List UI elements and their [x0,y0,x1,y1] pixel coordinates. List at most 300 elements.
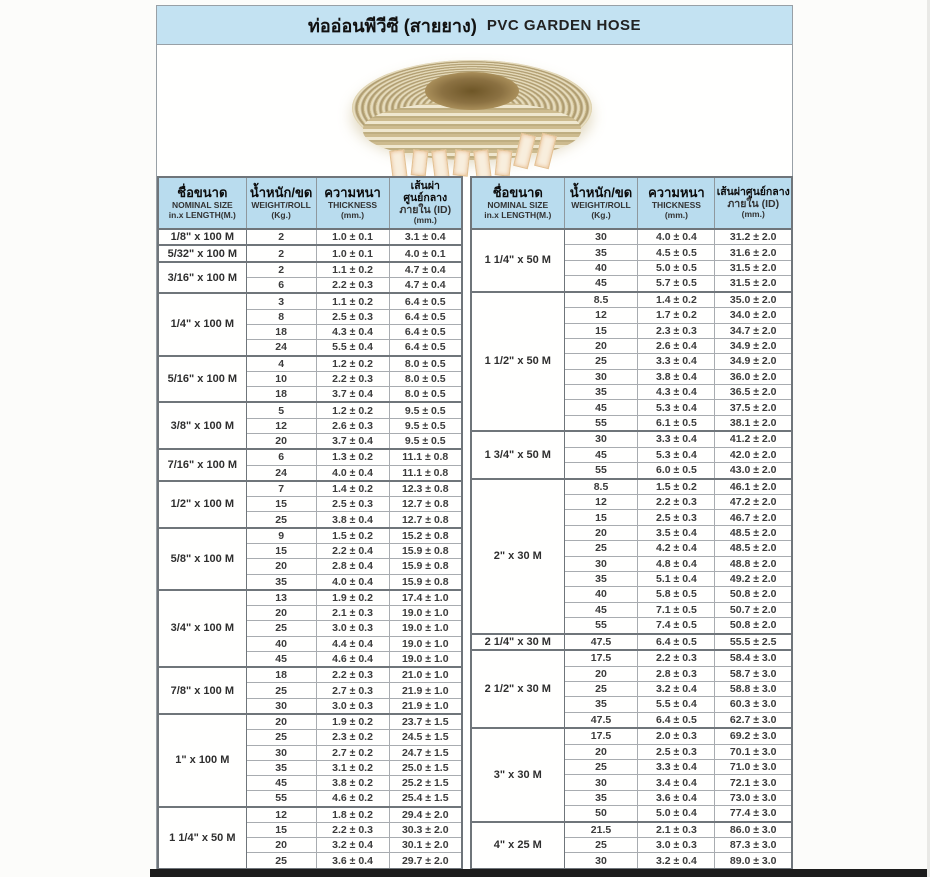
thickness-cell: 3.1 ± 0.2 [316,760,389,775]
id-cell: 60.3 ± 3.0 [715,697,792,712]
weight-cell: 9 [246,528,316,544]
id-cell: 29.4 ± 2.0 [389,807,462,823]
thickness-cell: 5.8 ± 0.5 [638,587,715,602]
thickness-cell: 3.7 ± 0.4 [316,387,389,403]
weight-cell: 12 [564,308,638,323]
id-cell: 25.2 ± 1.5 [389,776,462,791]
size-cell: 5/32" x 100 M [158,245,246,261]
weight-cell: 47.5 [564,712,638,728]
column-header-line: in.x LENGTH(M.) [484,209,552,220]
id-cell: 69.2 ± 3.0 [715,728,792,744]
thickness-cell: 1.4 ± 0.2 [316,481,389,497]
weight-cell: 30 [564,229,638,245]
weight-cell: 2 [246,245,316,261]
table-row [158,449,462,465]
column-header-line: WEIGHT/ROLL [251,200,311,211]
size-cell: 1" x 100 M [158,714,246,807]
size-cell: 1 1/4" x 50 M [158,807,246,869]
weight-cell: 4 [246,356,316,372]
id-cell: 17.4 ± 1.0 [389,590,462,606]
weight-cell: 10 [246,371,316,386]
thickness-cell: 2.2 ± 0.3 [638,650,715,666]
thickness-cell: 3.2 ± 0.4 [638,681,715,696]
weight-cell: 7 [246,481,316,497]
id-cell: 15.9 ± 0.8 [389,559,462,574]
thickness-cell: 2.2 ± 0.3 [316,822,389,837]
thickness-cell: 3.5 ± 0.4 [638,525,715,540]
id-cell: 62.7 ± 3.0 [715,712,792,728]
size-cell: 1/4" x 100 M [158,293,246,355]
thickness-cell: 1.5 ± 0.2 [316,528,389,544]
thickness-cell: 2.1 ± 0.3 [638,822,715,838]
thickness-cell: 3.4 ± 0.4 [638,775,715,790]
thickness-cell: 5.5 ± 0.4 [638,697,715,712]
column-header-line: ชื่อขนาด [492,184,543,200]
thickness-cell: 1.2 ± 0.2 [316,356,389,372]
weight-cell: 30 [564,853,638,869]
id-cell: 50.8 ± 2.0 [715,587,792,602]
id-cell: 21.0 ± 1.0 [389,667,462,683]
table-row [158,590,462,606]
thickness-cell: 4.0 ± 0.4 [316,465,389,481]
column-header-line: น้ำหนัก/ขด [249,184,313,200]
weight-cell: 30 [564,775,638,790]
weight-cell: 47.5 [564,634,638,651]
id-cell: 19.0 ± 1.0 [389,606,462,621]
thickness-cell: 3.8 ± 0.4 [316,512,389,528]
weight-cell: 20 [246,433,316,449]
spec-table-left [157,176,463,870]
thickness-cell: 4.8 ± 0.4 [638,556,715,571]
column-header [246,177,316,229]
thickness-cell: 6.0 ± 0.5 [638,463,715,479]
thickness-cell: 5.0 ± 0.5 [638,260,715,275]
table-row [158,481,462,497]
size-cell: 1/2" x 100 M [158,481,246,528]
weight-cell: 24 [246,340,316,356]
column-header-line: เส้นผ่าศูนย์กลาง [403,179,448,204]
column-header-line: (mm.) [741,209,765,220]
id-cell: 6.4 ± 0.5 [389,309,462,324]
id-cell: 4.0 ± 0.1 [389,245,462,261]
table-row [471,822,792,838]
header-row [158,177,462,229]
id-cell: 34.9 ± 2.0 [715,338,792,353]
size-cell: 5/16" x 100 M [158,356,246,403]
id-cell: 9.5 ± 0.5 [389,402,462,418]
weight-cell: 20 [564,525,638,540]
paper-tag [411,149,429,176]
size-cell: 3/4" x 100 M [158,590,246,667]
weight-cell: 17.5 [564,728,638,744]
weight-cell: 12 [564,495,638,510]
column-header-line: (Kg.) [591,209,611,220]
thickness-cell: 1.0 ± 0.1 [316,245,389,261]
id-cell: 46.7 ± 2.0 [715,510,792,525]
id-cell: 4.7 ± 0.4 [389,262,462,278]
thickness-cell: 2.2 ± 0.3 [316,278,389,294]
weight-cell: 25 [564,354,638,369]
id-cell: 73.0 ± 3.0 [715,790,792,805]
thickness-cell: 7.1 ± 0.5 [638,602,715,617]
id-cell: 25.4 ± 1.5 [389,791,462,807]
id-cell: 50.7 ± 2.0 [715,602,792,617]
size-cell: 2 1/4" x 30 M [471,634,564,651]
paper-tag [495,149,513,176]
id-cell: 30.3 ± 2.0 [389,822,462,837]
size-cell: 1 1/2" x 50 M [471,292,564,432]
thickness-cell: 2.2 ± 0.3 [316,371,389,386]
thickness-cell: 5.3 ± 0.4 [638,447,715,462]
id-cell: 19.0 ± 1.0 [389,636,462,651]
weight-cell: 20 [246,559,316,574]
id-cell: 35.0 ± 2.0 [715,292,792,308]
id-cell: 87.3 ± 3.0 [715,838,792,853]
thickness-cell: 5.5 ± 0.4 [316,340,389,356]
id-cell: 31.5 ± 2.0 [715,276,792,292]
id-cell: 24.7 ± 1.5 [389,745,462,760]
weight-cell: 5 [246,402,316,418]
column-header-line: WEIGHT/ROLL [571,200,631,211]
weight-cell: 17.5 [564,650,638,666]
id-cell: 6.4 ± 0.5 [389,340,462,356]
thickness-cell: 3.0 ± 0.3 [316,621,389,636]
table-row [158,262,462,278]
weight-cell: 35 [564,571,638,586]
id-cell: 50.8 ± 2.0 [715,618,792,634]
weight-cell: 12 [246,418,316,433]
size-cell: 7/8" x 100 M [158,667,246,714]
id-cell: 15.9 ± 0.8 [389,544,462,559]
table-row [158,245,462,261]
size-cell: 1/8" x 100 M [158,229,246,245]
column-header-line: ภายใน (ID) [399,203,452,216]
weight-cell: 25 [564,541,638,556]
id-cell: 86.0 ± 3.0 [715,822,792,838]
thickness-cell: 2.1 ± 0.3 [316,606,389,621]
weight-cell: 15 [564,510,638,525]
id-cell: 36.5 ± 2.0 [715,385,792,400]
table-row [471,431,792,447]
weight-cell: 55 [246,791,316,807]
hose-coil-hole [425,72,519,110]
size-cell: 5/8" x 100 M [158,528,246,590]
id-cell: 6.4 ± 0.5 [389,293,462,309]
thickness-cell: 2.2 ± 0.3 [316,667,389,683]
weight-cell: 45 [564,602,638,617]
column-header-line: THICKNESS [327,200,378,211]
column-header-line: ภายใน (ID) [727,197,780,210]
weight-cell: 25 [246,853,316,869]
weight-cell: 15 [246,822,316,837]
thickness-cell: 3.3 ± 0.4 [638,354,715,369]
weight-cell: 45 [564,276,638,292]
id-cell: 71.0 ± 3.0 [715,759,792,774]
column-header-line: ความหนา [324,184,381,200]
thickness-cell: 1.2 ± 0.2 [316,402,389,418]
size-cell: 3/8" x 100 M [158,402,246,449]
id-cell: 43.0 ± 2.0 [715,463,792,479]
column-header-line: (mm.) [664,209,688,220]
table-row [158,528,462,544]
weight-cell: 45 [564,400,638,415]
weight-cell: 20 [246,714,316,730]
thickness-cell: 5.0 ± 0.4 [638,806,715,822]
thickness-cell: 1.8 ± 0.2 [316,807,389,823]
id-cell: 41.2 ± 2.0 [715,431,792,447]
thickness-cell: 3.8 ± 0.2 [316,776,389,791]
table-row [158,229,462,245]
id-cell: 58.8 ± 3.0 [715,681,792,696]
weight-cell: 8 [246,309,316,324]
column-header-line: ความหนา [648,184,705,200]
column-header [471,177,564,229]
thickness-cell: 1.9 ± 0.2 [316,714,389,730]
column-header-line: (Kg.) [271,209,291,220]
weight-cell: 55 [564,463,638,479]
thickness-cell: 3.6 ± 0.4 [316,853,389,869]
weight-cell: 8.5 [564,292,638,308]
size-cell: 1 1/4" x 50 M [471,229,564,292]
thickness-cell: 6.4 ± 0.5 [638,634,715,651]
id-cell: 8.0 ± 0.5 [389,387,462,403]
hose-coil-photo [347,58,597,176]
id-cell: 37.5 ± 2.0 [715,400,792,415]
header-row [471,177,792,229]
weight-cell: 55 [564,415,638,431]
id-cell: 58.4 ± 3.0 [715,650,792,666]
thickness-cell: 3.3 ± 0.4 [638,431,715,447]
thickness-cell: 3.7 ± 0.4 [316,433,389,449]
id-cell: 9.5 ± 0.5 [389,418,462,433]
id-cell: 6.4 ± 0.5 [389,324,462,339]
thickness-cell: 2.3 ± 0.2 [316,730,389,745]
id-cell: 23.7 ± 1.5 [389,714,462,730]
table-row [158,356,462,372]
column-header-line: (mm.) [340,209,365,220]
page-title-en: PVC GARDEN HOSE [486,16,642,34]
thickness-cell: 4.2 ± 0.4 [638,541,715,556]
id-cell: 31.5 ± 2.0 [715,260,792,275]
column-header-line: in.x LENGTH(M.) [168,209,236,220]
id-cell: 31.6 ± 2.0 [715,245,792,260]
weight-cell: 2 [246,229,316,245]
thickness-cell: 1.0 ± 0.1 [316,229,389,245]
weight-cell: 6 [246,449,316,465]
size-cell: 7/16" x 100 M [158,449,246,481]
weight-cell: 6 [246,278,316,294]
id-cell: 58.7 ± 3.0 [715,666,792,681]
id-cell: 34.0 ± 2.0 [715,308,792,323]
weight-cell: 2 [246,262,316,278]
thickness-cell: 7.4 ± 0.5 [638,618,715,634]
thickness-cell: 2.2 ± 0.3 [638,495,715,510]
weight-cell: 15 [564,323,638,338]
column-header-line: น้ำหนัก/ขด [569,184,633,200]
thickness-cell: 4.6 ± 0.2 [316,791,389,807]
thickness-cell: 3.0 ± 0.3 [316,698,389,714]
thickness-cell: 3.0 ± 0.3 [638,838,715,853]
id-cell: 30.1 ± 2.0 [389,838,462,853]
table-row [471,229,792,245]
weight-cell: 13 [246,590,316,606]
weight-cell: 35 [564,697,638,712]
weight-cell: 3 [246,293,316,309]
id-cell: 19.0 ± 1.0 [389,651,462,667]
weight-cell: 8.5 [564,479,638,495]
thickness-cell: 4.3 ± 0.4 [316,324,389,339]
id-cell: 48.8 ± 2.0 [715,556,792,571]
id-cell: 12.7 ± 0.8 [389,512,462,528]
thickness-cell: 2.8 ± 0.4 [316,559,389,574]
page-title-bar [157,6,792,45]
thickness-cell: 1.3 ± 0.2 [316,449,389,465]
column-header [316,177,389,229]
id-cell: 42.0 ± 2.0 [715,447,792,462]
weight-cell: 15 [246,497,316,512]
weight-cell: 25 [564,838,638,853]
thickness-cell: 3.6 ± 0.4 [638,790,715,805]
thickness-cell: 2.7 ± 0.2 [316,745,389,760]
column-header-line: NOMINAL SIZE [171,200,233,211]
table-row [471,479,792,495]
thickness-cell: 5.1 ± 0.4 [638,571,715,586]
thickness-cell: 3.3 ± 0.4 [638,759,715,774]
id-cell: 34.7 ± 2.0 [715,323,792,338]
column-header-line: (mm.) [413,215,437,226]
size-cell: 2" x 30 M [471,479,564,634]
thickness-cell: 4.0 ± 0.4 [638,229,715,245]
weight-cell: 25 [564,681,638,696]
thickness-cell: 1.1 ± 0.2 [316,293,389,309]
weight-cell: 30 [564,556,638,571]
id-cell: 48.5 ± 2.0 [715,525,792,540]
weight-cell: 15 [246,544,316,559]
thickness-cell: 5.3 ± 0.4 [638,400,715,415]
weight-cell: 30 [246,698,316,714]
thickness-cell: 1.5 ± 0.2 [638,479,715,495]
spec-table [470,176,793,870]
weight-cell: 55 [564,618,638,634]
weight-cell: 30 [564,431,638,447]
thickness-cell: 1.7 ± 0.2 [638,308,715,323]
column-header [158,177,246,229]
id-cell: 11.1 ± 0.8 [389,465,462,481]
weight-cell: 40 [246,636,316,651]
weight-cell: 45 [246,651,316,667]
weight-cell: 35 [246,574,316,590]
id-cell: 77.4 ± 3.0 [715,806,792,822]
id-cell: 55.5 ± 2.5 [715,634,792,651]
id-cell: 9.5 ± 0.5 [389,433,462,449]
id-cell: 31.2 ± 2.0 [715,229,792,245]
id-cell: 48.5 ± 2.0 [715,541,792,556]
spec-table-right [470,176,793,870]
size-cell: 1 3/4" x 50 M [471,431,564,478]
thickness-cell: 2.3 ± 0.3 [638,323,715,338]
id-cell: 8.0 ± 0.5 [389,356,462,372]
weight-cell: 20 [246,606,316,621]
id-cell: 11.1 ± 0.8 [389,449,462,465]
column-header-line: NOMINAL SIZE [487,200,549,211]
id-cell: 47.2 ± 2.0 [715,495,792,510]
thickness-cell: 4.4 ± 0.4 [316,636,389,651]
weight-cell: 35 [564,245,638,260]
size-cell: 3/16" x 100 M [158,262,246,294]
table-row [471,292,792,308]
thickness-cell: 1.9 ± 0.2 [316,590,389,606]
weight-cell: 18 [246,667,316,683]
size-cell: 3" x 30 M [471,728,564,821]
weight-cell: 30 [564,369,638,384]
id-cell: 19.0 ± 1.0 [389,621,462,636]
weight-cell: 20 [246,838,316,853]
table-row [158,293,462,309]
id-cell: 70.1 ± 3.0 [715,744,792,759]
table-row [158,667,462,683]
weight-cell: 45 [564,447,638,462]
id-cell: 8.0 ± 0.5 [389,371,462,386]
thickness-cell: 5.7 ± 0.5 [638,276,715,292]
thickness-cell: 4.0 ± 0.4 [316,574,389,590]
weight-cell: 30 [246,745,316,760]
catalog-page [156,5,793,870]
thickness-cell: 3.2 ± 0.4 [316,838,389,853]
column-header-line: THICKNESS [651,200,701,211]
table-row [471,728,792,744]
thickness-cell: 6.4 ± 0.5 [638,712,715,728]
column-header-line: ชื่อขนาด [177,184,228,200]
thickness-cell: 2.5 ± 0.3 [316,309,389,324]
id-cell: 3.1 ± 0.4 [389,229,462,245]
table-row [158,402,462,418]
weight-cell: 25 [246,512,316,528]
column-header-line: เส้นผ่าศูนย์กลาง [716,185,790,198]
column-header [715,177,792,229]
thickness-cell: 6.1 ± 0.5 [638,415,715,431]
size-cell: 2 1/2" x 30 M [471,650,564,728]
weight-cell: 12 [246,807,316,823]
id-cell: 15.9 ± 0.8 [389,574,462,590]
id-cell: 24.5 ± 1.5 [389,730,462,745]
thickness-cell: 1.1 ± 0.2 [316,262,389,278]
thickness-cell: 4.6 ± 0.4 [316,651,389,667]
id-cell: 38.1 ± 2.0 [715,415,792,431]
thickness-cell: 3.8 ± 0.4 [638,369,715,384]
thickness-cell: 2.8 ± 0.3 [638,666,715,681]
weight-cell: 25 [564,759,638,774]
thickness-cell: 4.3 ± 0.4 [638,385,715,400]
thickness-cell: 2.0 ± 0.3 [638,728,715,744]
weight-cell: 25 [246,621,316,636]
weight-cell: 40 [564,260,638,275]
id-cell: 36.0 ± 2.0 [715,369,792,384]
weight-cell: 45 [246,776,316,791]
thickness-cell: 1.4 ± 0.2 [638,292,715,308]
thickness-cell: 2.5 ± 0.3 [638,744,715,759]
id-cell: 49.2 ± 2.0 [715,571,792,586]
weight-cell: 20 [564,666,638,681]
id-cell: 21.9 ± 1.0 [389,698,462,714]
weight-cell: 25 [246,683,316,698]
id-cell: 72.1 ± 3.0 [715,775,792,790]
weight-cell: 20 [564,338,638,353]
table-row [158,714,462,730]
weight-cell: 35 [564,385,638,400]
weight-cell: 18 [246,324,316,339]
scan-bottom-edge [150,869,930,877]
table-row [471,634,792,651]
